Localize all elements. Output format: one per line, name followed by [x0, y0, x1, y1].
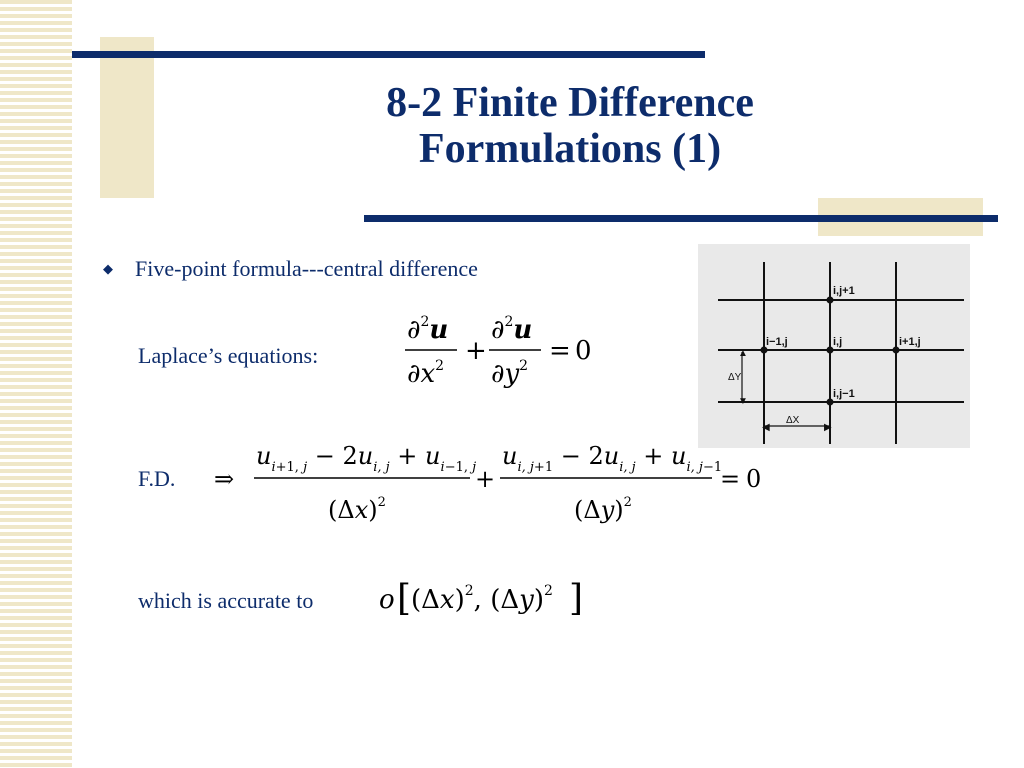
node-label-i-j: i,j — [833, 336, 843, 348]
title-top-rule — [72, 51, 705, 58]
bullet-text: Five-point formula---central difference — [135, 256, 478, 281]
svg-text:0: 0 — [746, 465, 762, 493]
laplace-label: Laplace’s equations: — [138, 343, 319, 368]
svg-text:o: o — [379, 585, 395, 615]
title-beige-block — [100, 37, 154, 198]
svg-text:]: ] — [569, 578, 584, 619]
svg-text:(Δx)2: $(\Delta x)^2$ — [328, 495, 386, 524]
dy-label: ΔY — [728, 372, 742, 383]
svg-text:+: + — [465, 336, 487, 366]
dx-label: ΔX — [786, 415, 800, 426]
svg-text:(Δy)2: $(\Delta y)^2$ — [574, 495, 632, 524]
node-label-i-jp1: i,j+1 — [833, 285, 855, 297]
svg-text:▼: ▼ — [738, 396, 748, 407]
node-label-im1-j: i−1,j — [766, 336, 788, 348]
title-bottom-rule — [364, 215, 998, 222]
node-label-i-jm1: i,j−1 — [833, 388, 855, 400]
title-line-2: Formulations (1) — [418, 126, 722, 172]
fd-label: F.D. — [138, 466, 176, 491]
accuracy-order-expression — [375, 570, 590, 626]
svg-text:∂x2: $\partial x^2$ — [407, 358, 445, 389]
laplace-equation — [395, 308, 615, 398]
svg-text:(Δx)2, (Δy)2: $(\Delta x)^2$, $(\Delta y)^2$ — [411, 583, 553, 615]
finite-difference-equation — [212, 432, 772, 532]
five-point-stencil-figure — [698, 244, 970, 448]
svg-text:∂2u: ∂$^2$u — [407, 314, 449, 345]
node-label-ip1-j: i+1,j — [899, 336, 921, 348]
svg-text:ui, j+1 − 2ui, j + ui, j−1: $u_{i, j}+1 - 2u_{i, j} + u_{i, j}-1$ — [502, 442, 723, 475]
node-i-jp1 — [827, 297, 834, 304]
svg-text:ui+1, j − 2ui, j + ui−1, j: $u_i+1$, $j - 2u_{i, j} + u_i-1$, j — [256, 442, 477, 475]
svg-text:0: 0 — [575, 336, 592, 366]
svg-text:⇒: ⇒ — [214, 465, 235, 493]
svg-text:∂2u: ∂$^2$u — [491, 314, 533, 345]
svg-text:=: = — [549, 336, 571, 366]
diamond-bullet-icon: ◆ — [103, 261, 113, 276]
bullet-item — [103, 256, 478, 282]
svg-text:[: [ — [397, 578, 412, 619]
svg-text:◀: ◀ — [762, 422, 770, 433]
accuracy-label: which is accurate to — [138, 588, 314, 613]
svg-text:∂y2: $\partial y^2$ — [491, 358, 529, 389]
svg-text:▲: ▲ — [738, 348, 748, 359]
svg-text:▶: ▶ — [824, 422, 832, 433]
slide-title — [190, 80, 950, 172]
title-line-1: 8-2 Finite Difference — [386, 80, 754, 126]
left-striped-border — [0, 0, 72, 768]
svg-text:=: = — [720, 465, 741, 493]
svg-text:+: + — [475, 465, 496, 493]
